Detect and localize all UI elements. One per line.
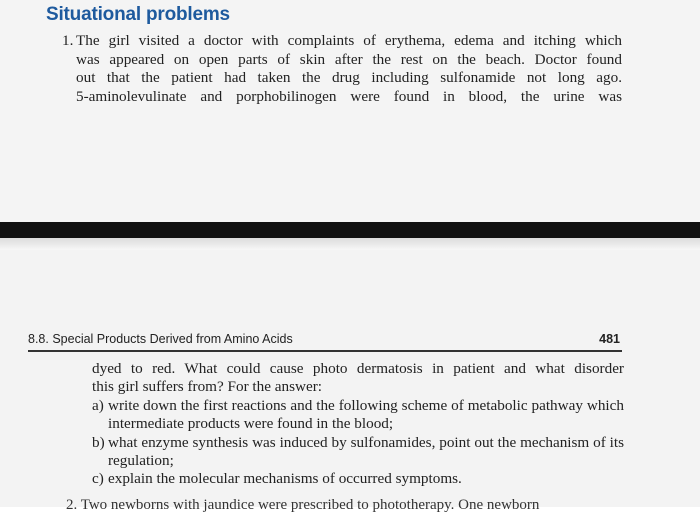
question-b	[92, 434, 624, 471]
page-gap	[0, 238, 700, 250]
cut-off-line: 2. Two newborns with jaundice were prescribed to phototherapy. One newborn	[66, 497, 540, 513]
page-number: 481	[599, 332, 620, 346]
question-c	[92, 470, 624, 488]
problem-line: out that the patient had taken the drug including sulfonamide not long ago.	[76, 69, 622, 87]
problem-line: 5-aminolevulinate and porphobilinogen were found in blood, the urine was	[76, 87, 622, 105]
problem-number: 1.	[62, 32, 74, 49]
question-text: explain the molecular mechanisms of occurred symptoms.	[108, 470, 462, 488]
problem-line: The girl visited a doctor with complaints of erythema, edema and itching which	[76, 32, 622, 49]
problem-1	[62, 32, 622, 106]
section-title: Situational problems	[46, 4, 230, 25]
continuation-line: this girl suffers from? For the answer:	[92, 378, 323, 396]
question-label: c)	[92, 470, 104, 488]
question-label: a)	[92, 396, 104, 414]
question-text: what enzyme synthesis was induced by sulfonamides, point out the mechanism of its regulation;	[108, 433, 624, 470]
running-head	[28, 332, 620, 346]
chapter-heading: 8.8. Special Products Derived from Amino Acids	[28, 332, 293, 346]
question-label: b)	[92, 433, 105, 451]
problem-continuation	[92, 360, 624, 489]
question-a	[92, 397, 624, 434]
problem-line: was appeared on open parts of skin after the rest on the beach. Doctor found	[76, 50, 622, 68]
header-rule	[28, 350, 622, 352]
question-text: write down the first reactions and the following scheme of metabolic pathway which intermediate products were found in the blood;	[108, 396, 624, 433]
page-divider	[0, 222, 700, 238]
continuation-line: dyed to red. What could cause photo dermatosis in patient and what disorder	[92, 360, 624, 377]
